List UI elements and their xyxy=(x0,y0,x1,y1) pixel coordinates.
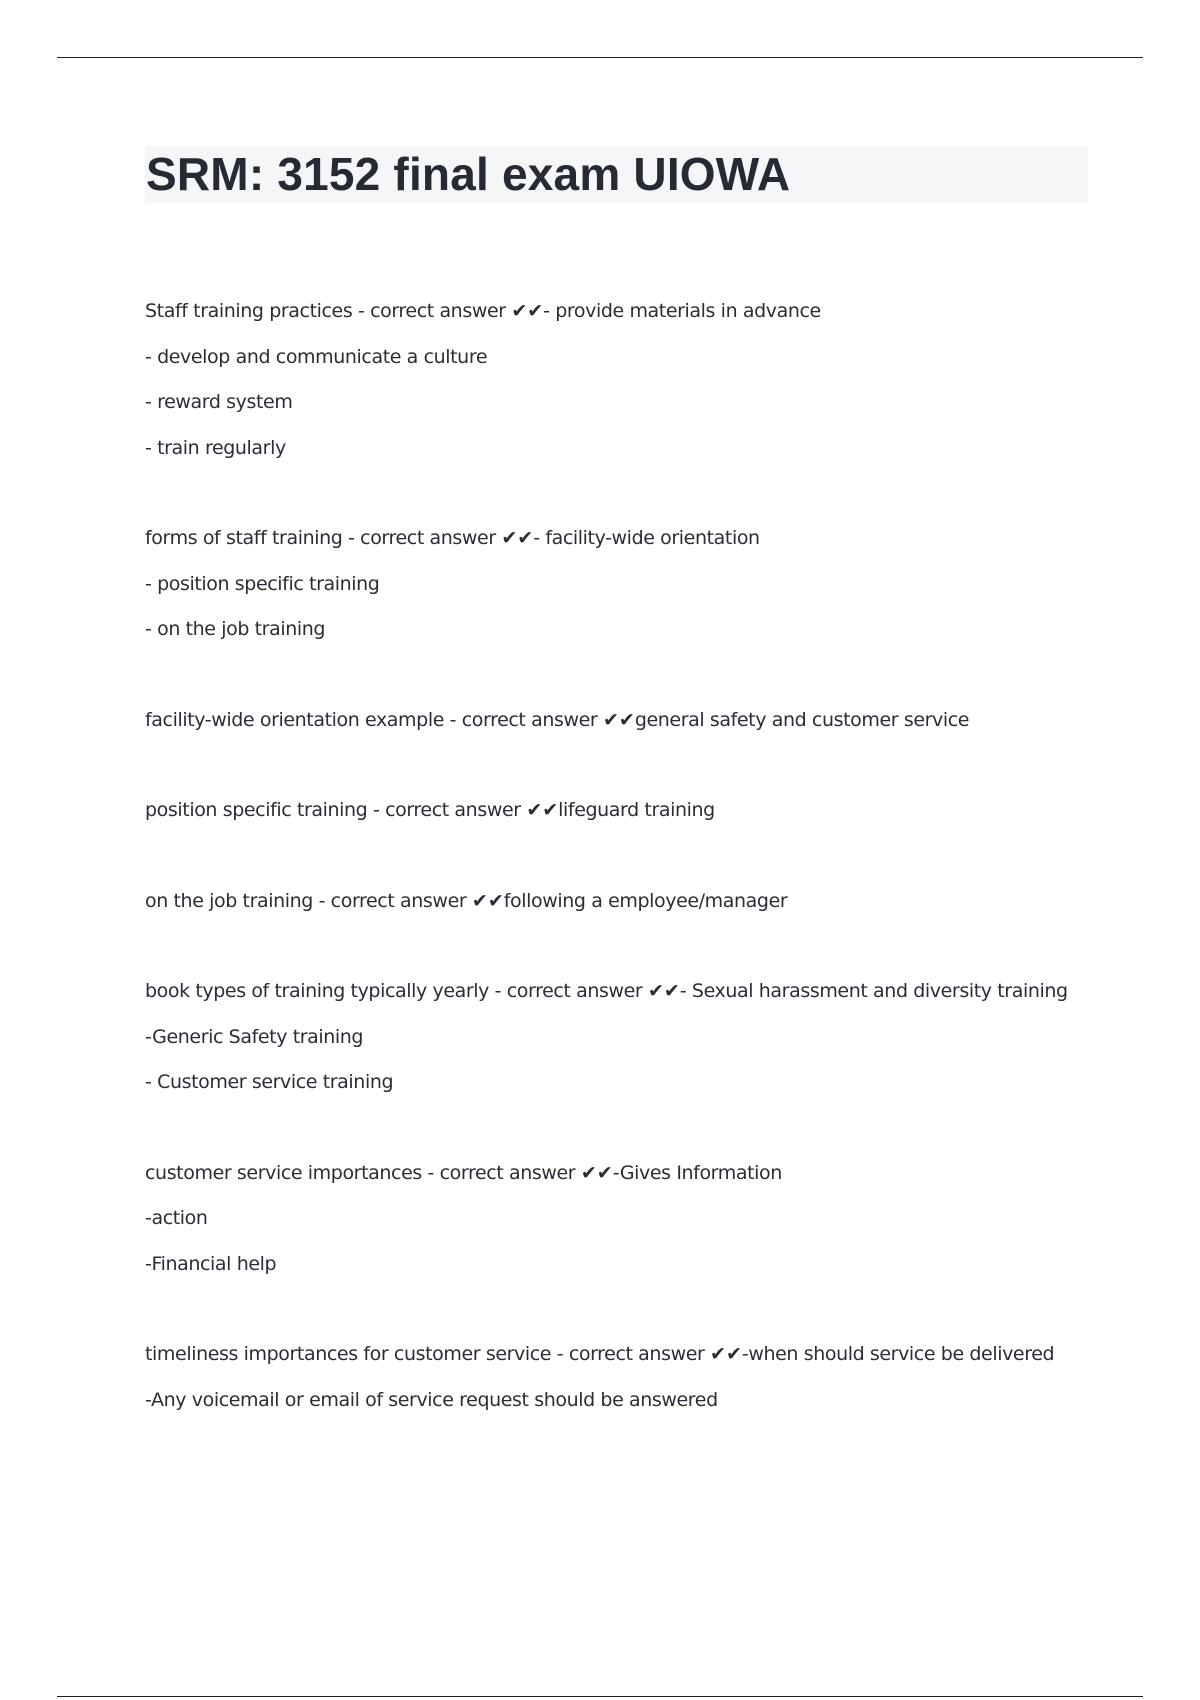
top-divider xyxy=(57,57,1143,58)
entry-answer: - facility-wide orientation xyxy=(533,527,760,549)
flashcard-entry xyxy=(145,969,1105,1106)
entry-answer-line: -Any voicemail or email of service request should be answered xyxy=(145,1388,718,1411)
bottom-divider xyxy=(57,1696,1143,1697)
flashcard-entry xyxy=(145,289,1105,471)
entry-answer-line: - develop and communicate a culture xyxy=(145,345,488,368)
entry-answer: - provide materials in advance xyxy=(543,300,821,322)
flashcard-entry xyxy=(145,1332,1105,1423)
entry-term: book types of training typically yearly - correct answer xyxy=(145,980,648,1002)
entry-question-line xyxy=(145,516,1105,562)
entry-answer-line: - Customer service training xyxy=(145,1071,394,1093)
entry-answer-line: -Financial help xyxy=(145,1252,277,1275)
entry-term: Staff training practices - correct answer xyxy=(145,300,512,322)
double-check-icon: ✔✔ xyxy=(501,527,534,549)
flashcard-list xyxy=(145,289,1105,1468)
page-title: SRM: 3152 final exam UIOWA xyxy=(146,148,791,200)
double-check-icon: ✔✔ xyxy=(710,1343,742,1365)
flashcard-entry xyxy=(145,516,1105,653)
entry-answer: following a employee/manager xyxy=(503,889,788,912)
double-check-icon: ✔✔ xyxy=(602,708,635,731)
entry-term: position specific training - correct answer xyxy=(145,799,527,821)
entry-question-line xyxy=(145,1332,1105,1378)
entry-answer-line: -action xyxy=(145,1207,208,1229)
entry-question-line xyxy=(145,969,1105,1015)
flashcard-entry xyxy=(145,879,1105,925)
double-check-icon: ✔✔ xyxy=(526,799,559,821)
double-check-icon: ✔✔ xyxy=(580,1161,613,1184)
entry-answer-line: - reward system xyxy=(145,391,293,413)
entry-answer: -when should service be delivered xyxy=(741,1343,1055,1365)
entry-question-line xyxy=(145,289,1105,335)
entry-question-line xyxy=(145,698,1105,744)
entry-answer: general safety and customer service xyxy=(634,708,970,731)
double-check-icon: ✔✔ xyxy=(511,300,544,322)
entry-term: on the job training - correct answer xyxy=(145,889,472,912)
flashcard-entry xyxy=(145,1151,1105,1288)
entry-answer-line: - position specific training xyxy=(145,572,380,595)
entry-answer: - Sexual harassment and diversity training xyxy=(679,980,1068,1002)
entry-answer: -Gives Information xyxy=(612,1161,782,1184)
entry-term: customer service importances - correct answer xyxy=(145,1161,581,1184)
entry-question-line xyxy=(145,788,1105,834)
flashcard-entry xyxy=(145,788,1105,834)
entry-answer-line: -Generic Safety training xyxy=(145,1025,364,1048)
entry-question-line xyxy=(145,879,1105,925)
entry-answer: lifeguard training xyxy=(558,799,715,821)
entry-term: forms of staff training - correct answer xyxy=(145,527,502,549)
entry-term: timeliness importances for customer service - correct answer xyxy=(145,1343,711,1365)
flashcard-entry xyxy=(145,698,1105,744)
entry-term: facility-wide orientation example - correct answer xyxy=(145,708,603,731)
double-check-icon: ✔✔ xyxy=(471,889,504,912)
entry-answer-line: - on the job training xyxy=(145,618,326,640)
double-check-icon: ✔✔ xyxy=(647,980,680,1002)
entry-question-line xyxy=(145,1151,1105,1197)
entry-answer-line: - train regularly xyxy=(145,436,286,459)
